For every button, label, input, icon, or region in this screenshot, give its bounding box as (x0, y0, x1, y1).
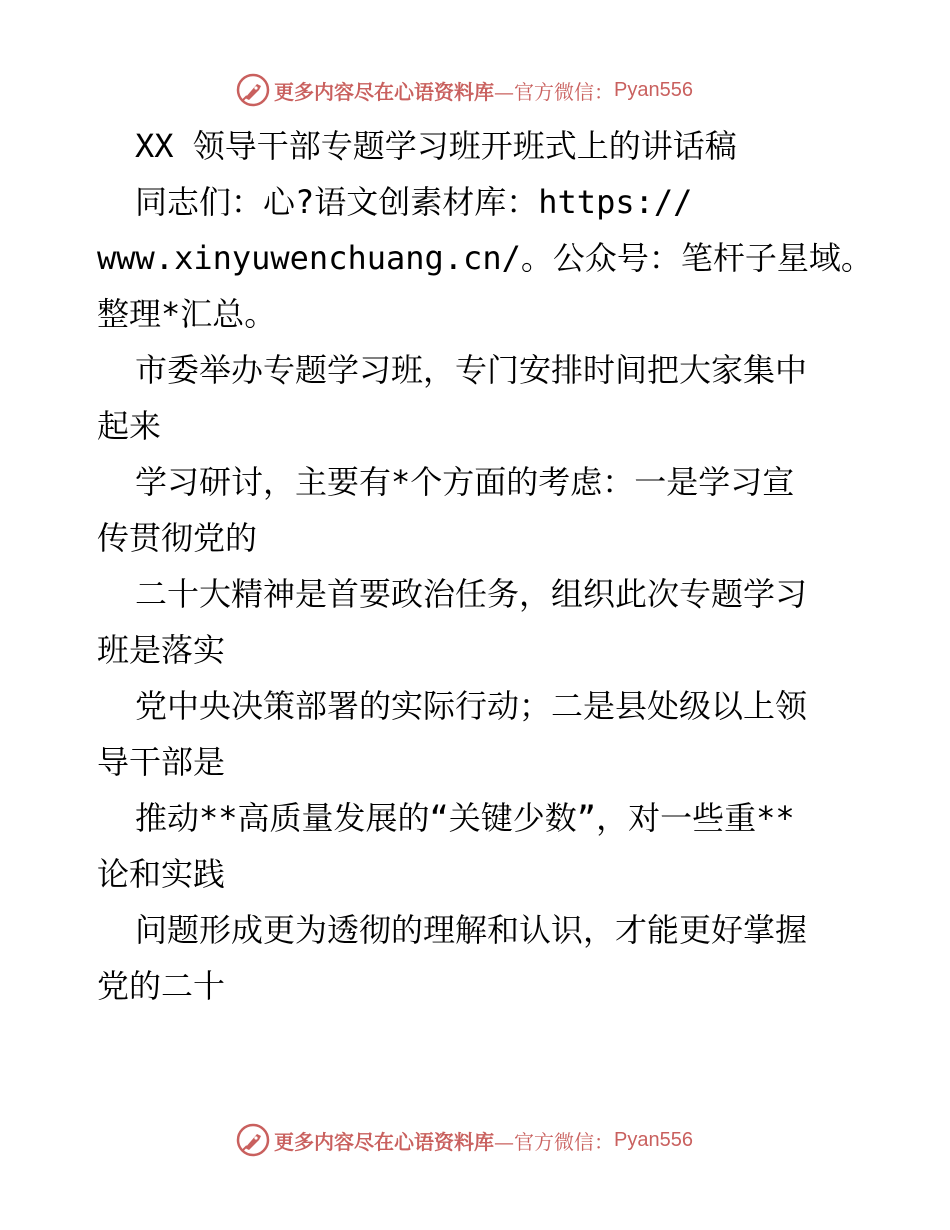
banner-main-text: 更多内容尽在心语资料库 (274, 79, 494, 104)
banner-sub-text: —官方微信： (494, 1129, 614, 1154)
banner-sub-text: —官方微信： (494, 79, 614, 104)
text-line: 班是落实 (97, 631, 226, 669)
text-line: 论和实践 (97, 855, 226, 893)
text-line: 导干部是 (97, 743, 226, 781)
banner-wechat-id: Pyan556 (614, 78, 693, 101)
document-body (97, 118, 873, 1014)
document-title: XX 领导干部专题学习班开班式上的讲话稿 (135, 127, 737, 165)
text-line: 市委举办专题学习班，专门安排时间把大家集中 (135, 351, 808, 389)
banner-wechat-id: Pyan556 (614, 1128, 693, 1151)
footer-banner (236, 1123, 693, 1157)
text-line: 传贯彻党的 (97, 519, 258, 557)
banner-main-text: 更多内容尽在心语资料库 (274, 1129, 494, 1154)
pen-nib-logo-icon (236, 73, 270, 107)
text-line: 二十大精神是首要政治任务，组织此次专题学习 (135, 575, 808, 613)
text-line: 学习研讨，主要有*个方面的考虑：一是学习宣 (135, 463, 795, 501)
pen-nib-logo-icon (236, 1123, 270, 1157)
text-line: 党中央决策部署的实际行动；二是县处级以上领 (135, 687, 808, 725)
text-line: 同志们：心?语文创素材库：https:// (135, 183, 693, 221)
text-line: 党的二十 (97, 967, 226, 1005)
text-line: www.xinyuwenchuang.cn/。公众号：笔杆子星域。 (97, 239, 873, 277)
text-line: 推动**高质量发展的“关键少数”，对一些重** (135, 799, 795, 837)
text-line: 问题形成更为透彻的理解和认识，才能更好掌握 (135, 911, 808, 949)
text-line: 整理*汇总。 (97, 295, 277, 333)
header-banner (236, 73, 693, 107)
text-line: 起来 (97, 407, 162, 445)
